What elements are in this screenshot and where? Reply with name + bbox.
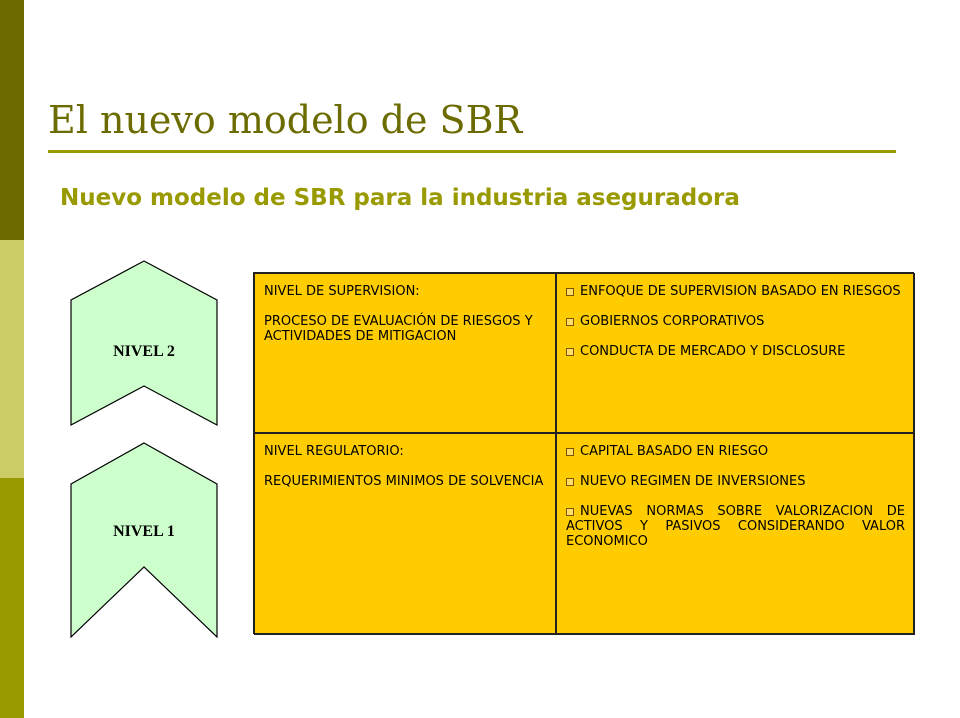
bullet-icon [566,348,574,356]
list-item: CAPITAL BASADO EN RIESGO [566,444,905,459]
level-1-heading: NIVEL REGULATORIO: [264,444,404,459]
title-underline [48,150,896,153]
level-2-items-cell [556,273,915,433]
list-item: CONDUCTA DE MERCADO Y DISCLOSURE [566,344,905,359]
level-1-items-cell [556,433,915,635]
level-2-items [566,284,905,359]
slide-subtitle: Nuevo modelo de SBR para la industria aseguradora [60,185,740,211]
slide-title: El nuevo modelo de SBR [48,98,523,142]
level-1-description: REQUERIMIENTOS MINIMOS DE SOLVENCIA [264,474,544,489]
sidebar-band-bottom [0,478,24,718]
bullet-icon [566,318,574,326]
bullet-icon [566,288,574,296]
level-2-label: NIVEL 2 [113,343,175,360]
list-item: NUEVO REGIMEN DE INVERSIONES [566,474,905,489]
list-item: ENFOQUE DE SUPERVISION BASADO EN RIESGOS [566,284,905,299]
sidebar-band-top [0,0,24,240]
levels-table [253,272,914,634]
bullet-icon [566,508,574,516]
level-1-label: NIVEL 1 [113,523,175,540]
level-2-description: PROCESO DE EVALUACIÓN DE RIESGOS Y ACTIVIDADES DE MITIGACION [264,314,533,344]
bullet-icon [566,478,574,486]
bullet-icon [566,448,574,456]
level-1-description-cell [254,433,556,635]
sidebar-band-middle [0,240,24,478]
level-1-items [566,444,905,549]
list-item: NUEVAS NORMAS SOBRE VALORIZACION DE ACTIVOS Y PASIVOS CONSIDERANDO VALOR ECONOMICO [566,504,905,549]
level-2-heading: NIVEL DE SUPERVISION: [264,284,420,299]
list-item: GOBIERNOS CORPORATIVOS [566,314,905,329]
level-2-description-cell [254,273,556,433]
